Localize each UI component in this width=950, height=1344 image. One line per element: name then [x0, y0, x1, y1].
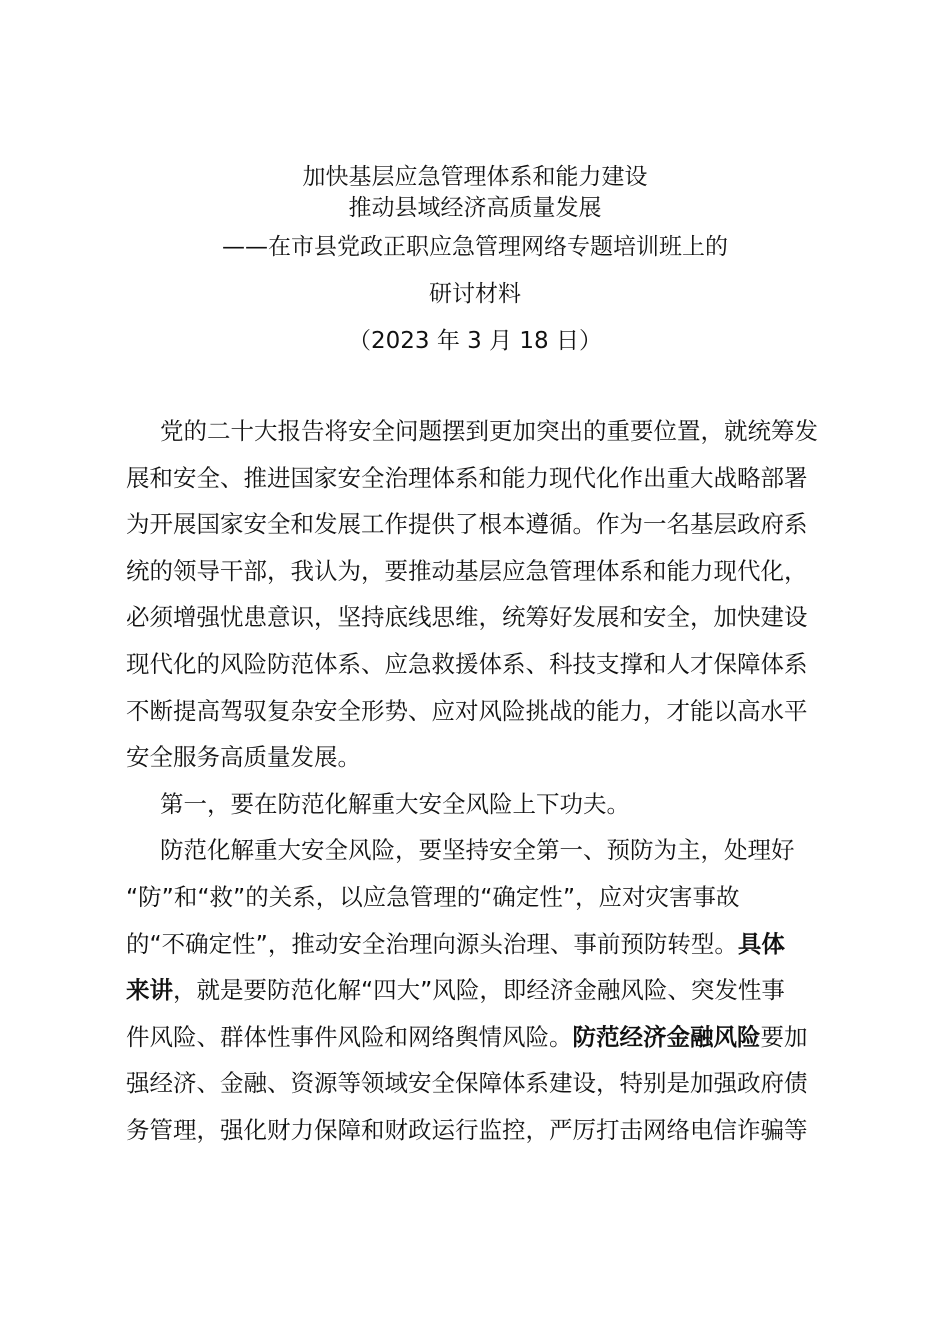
text-run: 件风险、群体性事件风险和网络舆情风险。	[126, 1022, 573, 1051]
title-block	[0, 162, 950, 357]
paragraph-line: 防范化解重大安全风险，要坚持安全第一、预防为主，处理好	[160, 836, 795, 865]
paragraph-line: 不断提高驾驭复杂安全形势、应对风险挑战的能力，才能以高水平	[126, 696, 808, 725]
paragraph-line: 党的二十大报告将安全问题摆到更加突出的重要位置，就统筹发	[160, 417, 818, 445]
paragraph-line: 为开展国家安全和发展工作提供了根本遵循。作为一名基层政府系	[126, 510, 808, 539]
section-heading-first	[126, 781, 846, 828]
text-run: 的“不确定性”，推动安全治理向源头治理、事前预防转型。	[126, 929, 738, 958]
bold-run: 具体	[737, 929, 785, 958]
title-line-2: 推动县域经济高质量发展	[348, 195, 602, 221]
paragraph-line	[126, 921, 846, 968]
text-run: ，就是要防范化解“四大”风险，即经济金融风险、突发性事	[173, 976, 785, 1005]
paragraph-line: 展和安全、推进国家安全治理体系和能力现代化作出重大战略部署	[126, 463, 808, 492]
paragraph-line: 必须增强忧患意识，坚持底线思维，统筹好发展和安全，加快建设	[126, 603, 808, 632]
paragraph-risk	[126, 827, 846, 1153]
paragraph-line: 安全服务高质量发展。	[126, 743, 361, 772]
bold-run: 来讲	[126, 976, 173, 1005]
bold-run: 防范经济金融风险	[572, 1022, 761, 1051]
paragraph-line	[126, 967, 846, 1014]
section-heading-text: 第一，要在防范化解重大安全风险上下功夫。	[160, 789, 630, 818]
subtitle-line-2: 研讨材料	[429, 281, 521, 307]
paragraph-line: 务管理，强化财力保障和财政运行监控，严厉打击网络电信诈骗等	[126, 1115, 808, 1144]
paragraph-line: 现代化的风险防范体系、应急救援体系、科技支撑和人才保障体系	[126, 649, 808, 678]
title-line-1: 加快基层应急管理体系和能力建设	[302, 164, 648, 190]
paragraph-line: 强经济、金融、资源等领域安全保障体系建设，特别是加强政府债	[126, 1069, 808, 1098]
subtitle-line-1: ——在市县党政正职应急管理网络专题培训班上的	[222, 234, 728, 260]
text-run: 要加	[760, 1022, 808, 1051]
paragraph-line: “防”和“救”的关系，以应急管理的“确定性”，应对灾害事故	[126, 882, 740, 911]
paragraph-intro	[126, 408, 846, 781]
body-text	[126, 408, 846, 1154]
paragraph-line: 统的领导干部，我认为，要推动基层应急管理体系和能力现代化，	[126, 556, 808, 585]
date-line: （2023 年 3 月 18 日）	[348, 328, 602, 354]
paragraph-line	[126, 1014, 846, 1061]
